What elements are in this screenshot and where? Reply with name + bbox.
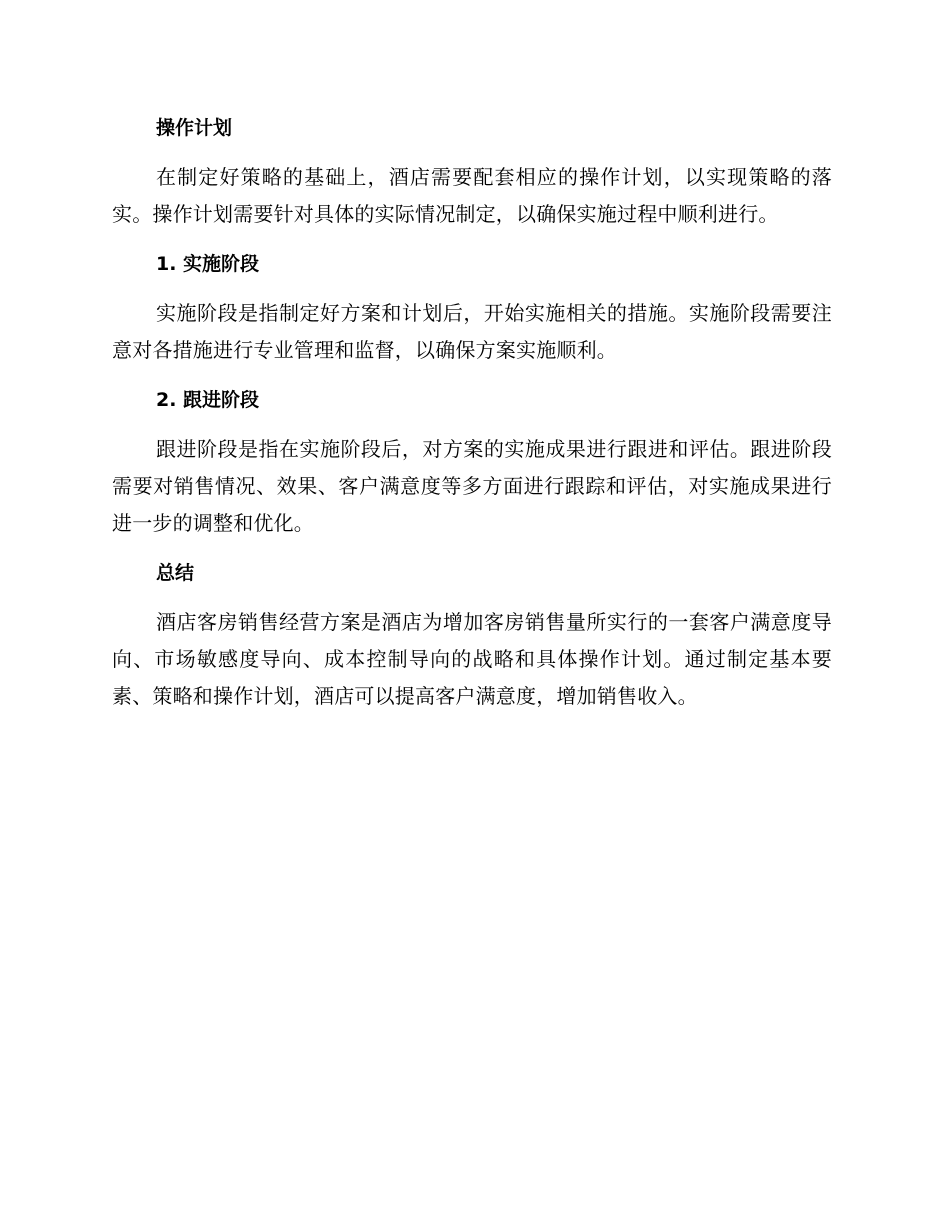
section-heading-implementation-stage: 1. 实施阶段	[156, 253, 260, 275]
section-heading-summary: 总结	[156, 562, 195, 584]
section-heading-operation-plan: 操作计划	[156, 117, 233, 139]
section-heading-follow-up-stage: 2. 跟进阶段	[156, 389, 260, 411]
section-paragraph-implementation-stage: 实施阶段是指制定好方案和计划后，开始实施相关的措施。实施阶段需要注意对各措施进行专业管理和监督，以确保方案实施顺利。	[112, 301, 832, 362]
document-page	[112, 108, 832, 726]
section-paragraph-follow-up-stage: 跟进阶段是指在实施阶段后，对方案的实施成果进行跟进和评估。跟进阶段需要对销售情况、效果、客户满意度等多方面进行跟踪和评估，对实施成果进行进一步的调整和优化。	[112, 437, 832, 535]
section-paragraph-operation-plan: 在制定好策略的基础上，酒店需要配套相应的操作计划，以实现策略的落实。操作计划需要针对具体的实际情况制定，以确保实施过程中顺利进行。	[112, 165, 832, 226]
section-paragraph-summary: 酒店客房销售经营方案是酒店为增加客房销售量所实行的一套客户满意度导向、市场敏感度导向、成本控制导向的战略和具体操作计划。通过制定基本要素、策略和操作计划，酒店可以提高客户满意度，增加销售收入。	[112, 610, 832, 708]
